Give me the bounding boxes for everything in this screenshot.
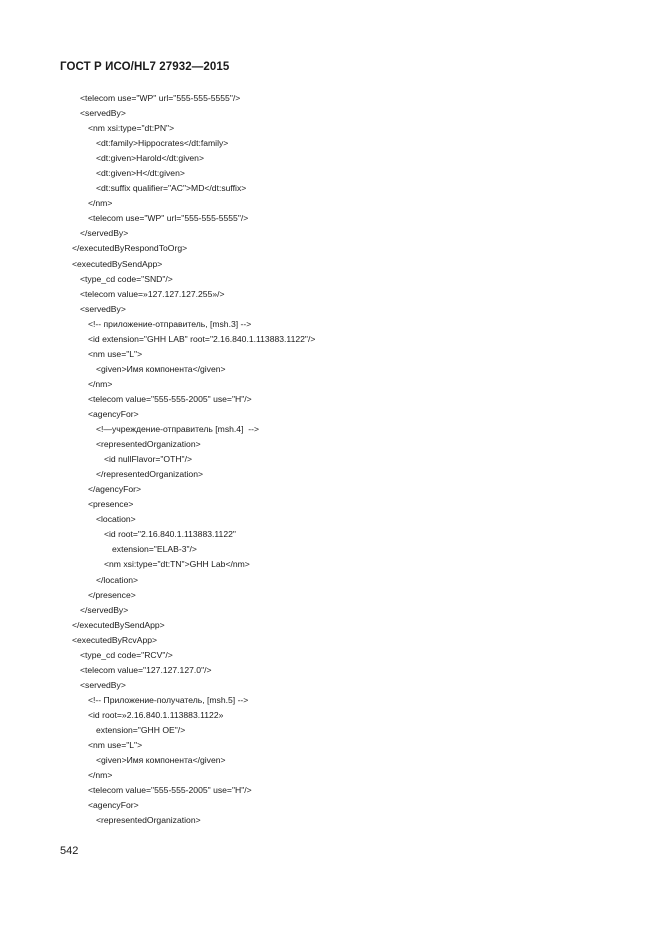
code-line: </representedOrganization> [96,469,204,480]
code-line: <telecom value="555-555-2005" use="H"/> [88,785,252,796]
code-line: <telecom value="555-555-2005" use="H"/> [88,393,252,404]
code-line: <representedOrganization> [96,815,201,826]
code-line: <dt:given>Harold</dt:given> [96,153,204,164]
code-line: <id root="2.16.840.1.113883.1122" [104,529,236,540]
code-line: </nm> [88,378,113,389]
code-line: <telecom use="WP" url="555-555-5555"/> [88,213,249,224]
code-line: <dt:suffix qualifier="AC">MD</dt:suffix> [96,183,247,194]
code-line: </nm> [88,770,113,781]
code-line: <given>Имя компонента</given> [96,755,226,766]
code-line: </executedBySendApp> [72,619,165,630]
code-line: <nm xsi:type="dt:TN">GHH Lab</nm> [104,559,250,570]
code-line: <agencyFor> [88,800,139,811]
code-line: <servedBy> [80,679,126,690]
code-line: <dt:family>Hippocrates</dt:family> [96,138,229,149]
code-line: <id root=»2.16.840.1.113883.1122» [88,709,224,720]
code-line: <servedBy> [80,108,126,119]
code-line: <executedBySendApp> [72,258,163,269]
code-line: </presence> [88,589,136,600]
code-line: <nm use="L"> [88,348,143,359]
code-line: <type_cd code="RCV"/> [80,649,173,660]
code-line: <id nullFlavor="OTH"/> [104,454,193,465]
code-line: <!-- приложение-отправитель, [msh.3] --> [88,318,252,329]
code-line: <telecom use="WP" url="555-555-5555"/> [80,93,241,103]
code-line: <presence> [88,499,134,510]
code-line: <!-- Приложение-получатель, [msh.5] --> [88,694,249,705]
code-line: <telecom value=»127.127.127.255»/> [80,288,225,299]
code-line: <executedByRcvApp> [72,634,158,645]
code-line: extension="GHH OE"/> [96,724,186,735]
code-line: <given>Имя компонента</given> [96,363,226,374]
code-line: <location> [96,514,136,525]
code-line: <!—учреждение-отправитель [msh.4] --> [96,424,259,435]
code-line: <representedOrganization> [96,439,201,450]
code-line: </agencyFor> [88,484,142,495]
code-line: </location> [96,574,139,585]
code-line: <id extension="GHH LAB" root="2.16.840.1.113883.1122"/> [88,333,316,344]
code-line: </nm> [88,198,113,209]
code-line: <agencyFor> [88,408,139,419]
code-line: <type_cd code="SND"/> [80,273,173,284]
xml-code-listing [0,91,661,828]
code-line: extension="ELAB-3"/> [112,544,197,555]
code-line: <nm xsi:type="dt:PN"> [88,123,175,134]
document-header: ГОСТ Р ИСО/HL7 27932—2015 [60,61,230,73]
code-line: </servedBy> [80,604,129,615]
code-line: <nm use="L"> [88,740,143,751]
page-number: 542 [60,845,79,857]
code-line: <dt:given>H</dt:given> [96,168,185,179]
code-line: </executedByRespondToOrg> [72,243,188,254]
code-line: </servedBy> [80,228,129,239]
code-line: <servedBy> [80,303,126,314]
code-line: <telecom value="127.127.127.0"/> [80,664,212,675]
